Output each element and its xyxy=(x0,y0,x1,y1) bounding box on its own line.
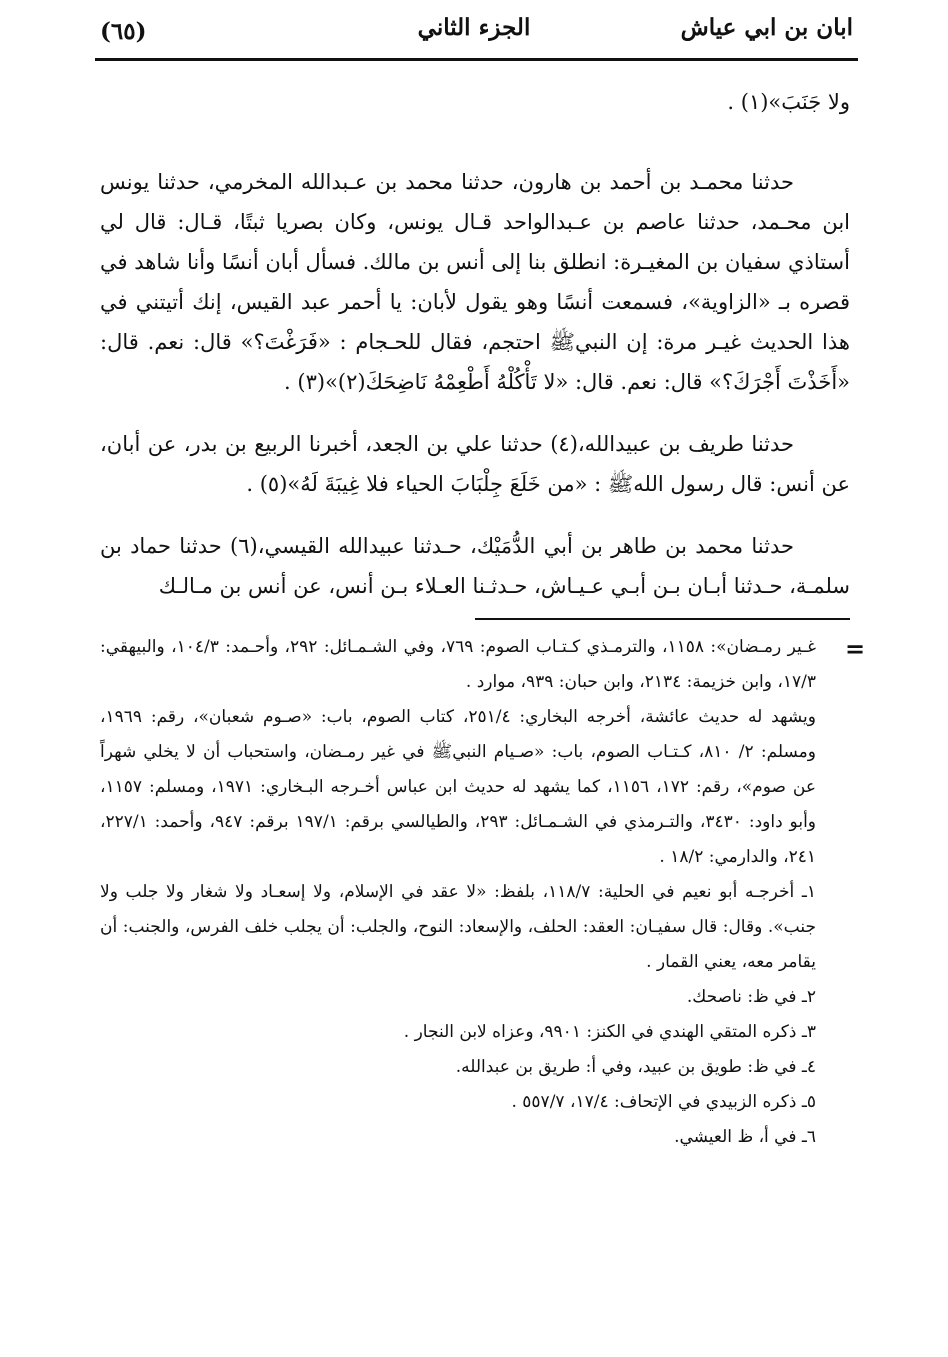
page-number: (٦٥) xyxy=(100,18,147,45)
footnote-continued-2: ويشهد له حديث عائشة، أخرجه البخاري: ٢٥١/٤، كتاب الصوم، باب: «صـوم شعبان»، رقم: ١٩٦٩، ومسلم: ٢/ ٨١٠، كـتـاب الصوم، باب: «صـيام النبيﷺ في غير رمـضان، واستحباب أن لا يخلي شهراً عن صوم»، رقم: ١٧٢، ١١٥٦، كما يشهد له حديث ابن عباس أخـرجه البـخاري: ١٩٧١، ومسلم: ١١٥٧، وأبو داود: ٣٤٣٠، والتـرمذي في الشـمـائل: ٢٩٣، والطيالسي برقم: ١٩٧/١ برقم: ٩٤٧، وأحمد: ٢٢٧/١، ٢٤١، والدارمي: ١٨/٢ . xyxy=(100,707,817,867)
footnotes xyxy=(100,630,816,1155)
paragraph-hadith-2: حدثنا طريف بن عبيدالله،(٤) حدثنا علي بن الجعد، أخبرنا الربيع بن بدر، عن أبان، عن أنس: قال رسول اللهﷺ : «من خَلَعَ جِلْبَابَ الحياء فلا غِيبَةَ لَهُ»(٥) . xyxy=(100,432,850,496)
footnote-2: ٢ـ في ظ: ناصحك. xyxy=(686,987,816,1007)
footnote-continued-1: غـير رمـضان»: ١١٥٨، والترمـذي كـتـاب الصوم: ٧٦٩، وفي الشـمـائل: ٢٩٢، وأحـمد: ١٠٤/٣، والبيهقي: ١٧/٣، وابن خزيمة: ٢١٣٤، وابن حبان: ٩٣٩، موارد . xyxy=(100,637,816,692)
running-header-part-title: الجزء الثاني xyxy=(417,14,531,41)
footnote-3: ٣ـ ذكره المتقي الهندي في الكنز: ٩٩٠١، وعزاه لابن النجار . xyxy=(403,1022,816,1042)
footnote-6: ٦ـ في أ، ظ العيشي. xyxy=(674,1127,816,1147)
footnote-continuation-mark: = xyxy=(845,634,866,663)
footnote-separator xyxy=(475,618,850,620)
header-rule xyxy=(95,58,858,61)
footnote-5: ٥ـ ذكره الزبيدي في الإتحاف: ١٧/٤، ٥٥٧/٧ . xyxy=(511,1092,816,1112)
running-header-book-title: ابان بن ابي عياش xyxy=(680,14,853,41)
footnote-4: ٤ـ في ظ: طويق بن عبيد، وفي أ: طريق بن عبدالله. xyxy=(455,1057,816,1077)
continuation-line: ولا جَنَبَ»(١) . xyxy=(727,90,850,114)
paragraph-hadith-1: حدثنا محمـد بن أحمد بن هارون، حدثنا محمد بن عـبدالله المخرمي، حدثنا يونس ابن محـمد، حدثنا عاصم بن عـبدالواحد قـال يونس، وكان بصريا ثبتًا، قـال: قال لي أستاذي سفيان بن المغيـرة: انطلق بنا إلى أنس بن مالك. فسأل أبان أنسًا وأنا شاهد في قصره بـ «الزاوية»، فسمعت أنسًا وهو يقول لأبان: يا أحمر عبد القيس، إنك أتيتني في هذا الحديث غيـر مرة: إن النبيﷺ احتجم، فقال للحـجام : «فَرَغْتَ؟» قال: نعم. قال: «أَخَذْتَ أَجْرَكَ؟» قال: نعم. قال: «لا تَأْكُلْهُ أَطْعِمْهُ نَاضِحَكَ(٢)»(٣) . xyxy=(100,170,850,394)
paragraph-hadith-3: حدثنا محمد بن طاهر بن أبي الدُّمَيْك، حـدثنا عبيدالله القيسي،(٦) حدثنا حماد بن سلمـة، حـدثنا أبـان بـن أبـي عـيـاش، حـدثـنا العـلاء بـن أنس، عن أنس بن مـالـك xyxy=(100,534,850,598)
footnote-1: ١ـ أخرجـه أبو نعيم في الحلية: ١١٨/٧، بلفظ: «لا عقد في الإسلام، ولا إسعـاد ولا شغار ولا جلب ولا جنب». وقال: قال سفيـان: العقد: الحلف، والإسعاد: النوح، والجلب: أن يجلب خلف الفرس، والجنب: أن يقامر معه، يعني القمار . xyxy=(100,882,816,972)
main-text xyxy=(100,82,850,628)
